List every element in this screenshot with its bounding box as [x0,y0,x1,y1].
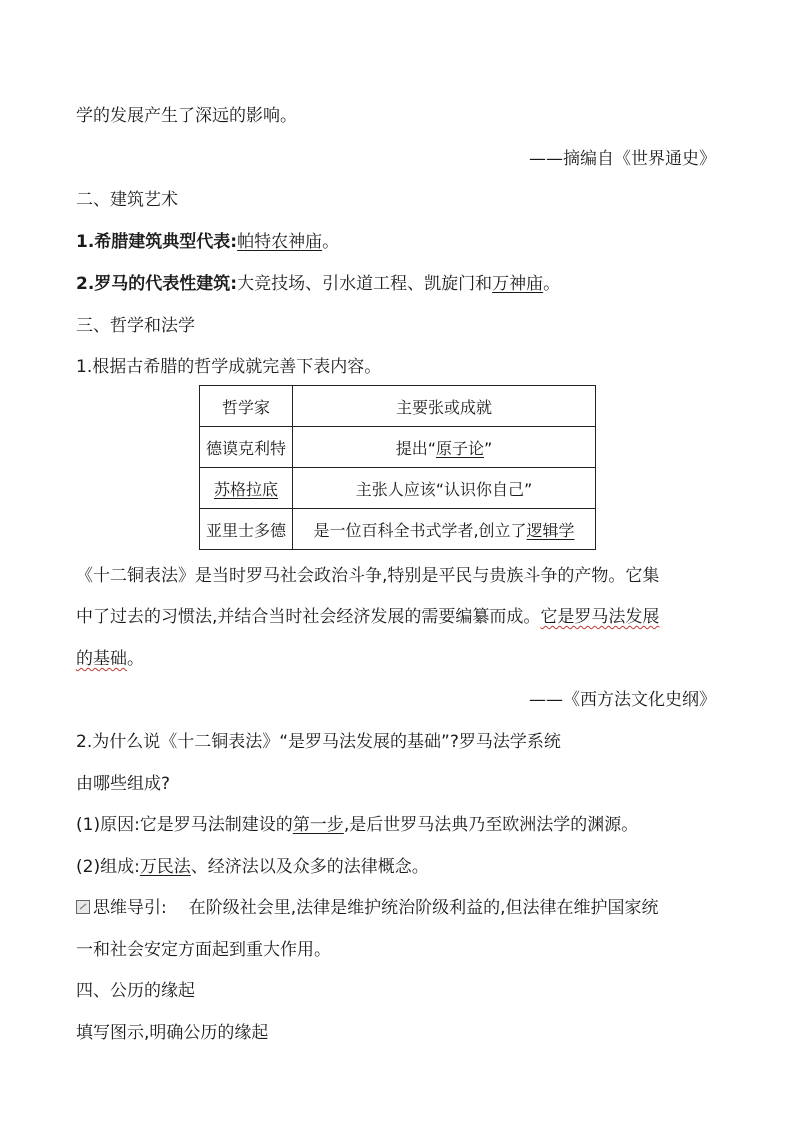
table-header: 主要张或成就 [293,386,596,427]
cell-answer: 原子论 [435,438,484,458]
guide-text: 在阶级社会里,法律是维护统治阶级利益的,但法律在维护国家统 [188,898,659,918]
source-citation: ——摘编自《世界通史》 [529,149,716,169]
answer-greek: 帕特农神庙 [237,232,323,252]
roman-label: 2.罗马的代表性建筑: [76,274,238,294]
table-row [200,427,596,468]
answer-blank: 万民法 [139,857,191,877]
thinking-guide [76,898,659,918]
punct: 。 [127,649,144,669]
table-header: 哲学家 [200,386,293,427]
cell-text: 是一位百科全书式学者,创立了 [313,520,527,540]
cell-answer: 苏格拉底 [213,479,278,499]
cell-text: 提出“ [395,438,436,458]
table-cell-achievement [293,427,596,468]
source-citation: ——《西方法文化史纲》 [529,690,716,710]
question-2: 2.为什么说《十二铜表法》“是罗马法发展的基础”?罗马法学系统 [76,732,561,752]
instruction: 填写图示,明确公历的缘起 [76,1023,269,1043]
answer-text: 、经济法以及众多的法律概念。 [190,857,429,877]
table-cell-name: 亚里士多德 [200,509,293,550]
punct: 。 [543,274,561,294]
table-row [200,468,596,509]
section-heading: 三、哲学和法学 [76,316,195,336]
answer-text: (2)组成: [76,857,140,877]
greek-architecture-line [76,232,339,252]
greek-label: 1.希腊建筑典型代表: [76,232,238,252]
table-cell-achievement [293,509,596,550]
passage-text: 中了过去的习惯法,并结合当时社会经济发展的需要编纂而成。 [76,607,541,627]
answer-reason [76,815,638,835]
answer-text: ,是后世罗马法典乃至欧洲法学的渊源。 [343,815,639,835]
cell-text: ” [484,438,493,458]
text-line: 学的发展产生了深远的影响。 [76,106,297,126]
answer-composition [76,857,429,877]
punct: 。 [322,232,340,252]
roman-text: 大竞技场、引水道工程、凯旋门和 [237,274,493,294]
table-row [200,509,596,550]
question-2-cont: 由哪些组成? [76,774,171,794]
answer-blank: 第一步 [292,815,344,835]
passage-line [76,607,659,627]
table-cell-name [200,468,293,509]
section-heading: 二、建筑艺术 [76,190,178,210]
guide-icon [76,900,90,914]
answer-text: (1)原因:它是罗马法制建设的 [76,815,293,835]
passage-highlight: 它是罗马法发展 [540,607,660,627]
question-1: 1.根据古希腊的哲学成就完善下表内容。 [76,357,382,377]
answer-roman: 万神庙 [492,274,544,294]
philosophy-table [199,385,596,550]
cell-answer: 逻辑学 [526,520,575,540]
section-heading: 四、公历的缘起 [76,981,195,1001]
table-cell-name: 德谟克利特 [200,427,293,468]
passage-line: 《十二铜表法》是当时罗马社会政治斗争,特别是平民与贵族斗争的产物。它集 [76,566,660,586]
table-cell-achievement: 主张人应该“认识你自己” [293,468,596,509]
passage-highlight: 的基础 [76,649,127,669]
thinking-guide-cont: 一和社会安定方面起到重大作用。 [76,940,331,960]
guide-label: 思维导引: [93,898,167,918]
roman-architecture-line [76,274,560,294]
passage-line [76,649,144,669]
table-header-row [200,386,596,427]
